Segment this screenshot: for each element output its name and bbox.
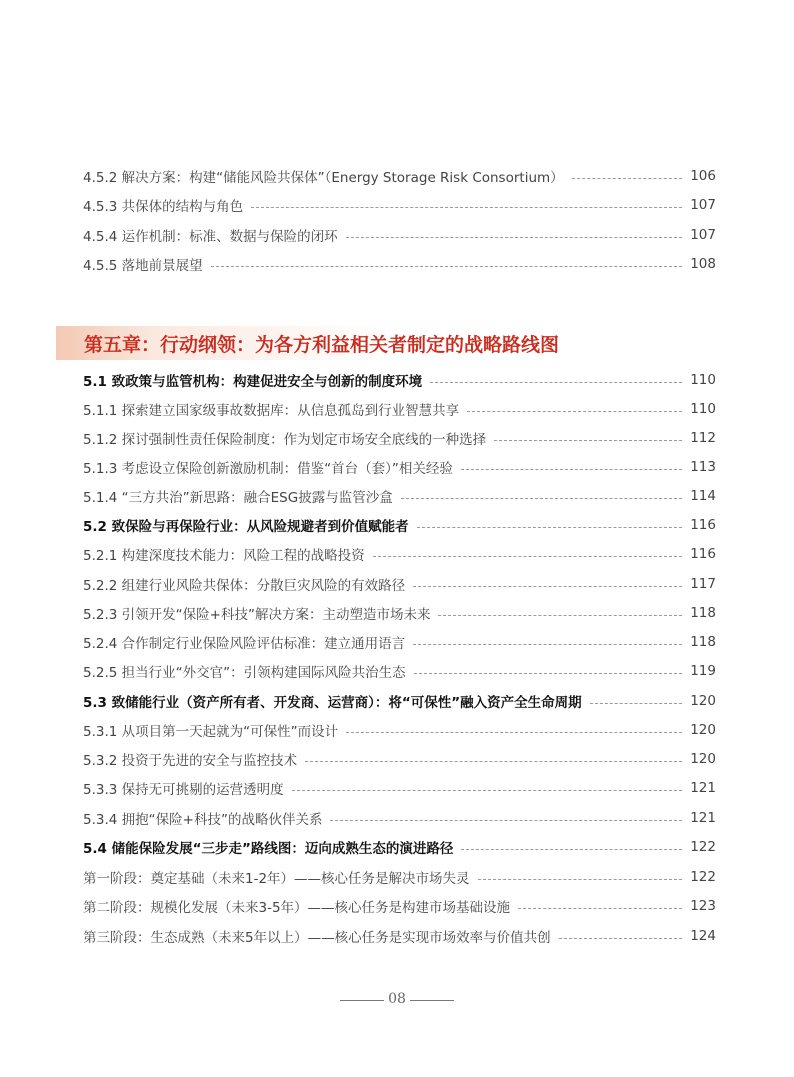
toc-section-entry[interactable] xyxy=(83,514,716,536)
toc-entry[interactable] xyxy=(83,719,716,741)
toc-leader xyxy=(461,849,682,850)
toc-entry-page: 116 xyxy=(690,517,716,533)
toc-entry-label: 5.1.4 “三方共治”新思路：融合ESG披露与监管沙盒 xyxy=(83,490,393,506)
toc-entry-label: 5.2.3 引领开发“保险+科技”解决方案：主动塑造市场未来 xyxy=(83,607,431,623)
toc-entry-page: 124 xyxy=(690,928,716,944)
toc-entry-label: 5.1 致政策与监管机构：构建促进安全与创新的制度环境 xyxy=(83,374,423,390)
toc-leader xyxy=(373,556,683,557)
toc-leader xyxy=(572,178,683,179)
toc-entry[interactable] xyxy=(83,777,716,799)
toc-entry-page: 114 xyxy=(690,488,716,504)
toc-entry-page: 113 xyxy=(690,459,716,475)
toc-entry-page: 110 xyxy=(690,401,716,417)
toc-entry-label: 4.5.4 运作机制：标准、数据与保险的闭环 xyxy=(83,229,338,245)
toc-entry-label: 第二阶段：规模化发展（未来3-5年）——核心任务是构建市场基础设施 xyxy=(83,900,511,916)
toc-entry[interactable] xyxy=(83,224,716,246)
footer-rule-right xyxy=(410,1000,454,1001)
toc-leader xyxy=(559,938,683,939)
toc-entry-page: 106 xyxy=(690,168,716,184)
toc-entry-page: 110 xyxy=(690,372,716,388)
toc-leader xyxy=(430,382,682,383)
toc-entry[interactable] xyxy=(83,866,716,888)
toc-entry-page: 120 xyxy=(690,693,716,709)
toc-entry-label: 5.2.5 担当行业“外交官”：引领构建国际风险共治生态 xyxy=(83,665,406,681)
toc-entry[interactable] xyxy=(83,253,716,275)
chapter-title: 第五章：行动纲领：为各方利益相关者制定的战略路线图 xyxy=(84,334,560,356)
toc-leader xyxy=(417,527,683,528)
toc-entry[interactable] xyxy=(83,456,716,478)
toc-entry-label: 5.2.2 组建行业风险共保体：分散巨灾风险的有效路径 xyxy=(83,578,406,594)
toc-leader xyxy=(292,790,683,791)
toc-leader xyxy=(518,908,682,909)
toc-entry-page: 120 xyxy=(690,751,716,767)
toc-entry-label: 5.4 储能保险发展“三步走”路线图：迈向成熟生态的演进路径 xyxy=(83,841,454,857)
toc-leader xyxy=(494,440,682,441)
toc-entry-label: 5.1.2 探讨强制性责任保险制度：作为划定市场安全底线的一种选择 xyxy=(83,432,487,448)
toc-entry[interactable] xyxy=(83,427,716,449)
toc-leader xyxy=(251,207,682,208)
toc-entry-page: 118 xyxy=(690,605,716,621)
toc-leader xyxy=(461,469,682,470)
toc-leader xyxy=(330,820,682,821)
toc-leader xyxy=(467,411,682,412)
page-footer xyxy=(0,990,794,1010)
toc-entry[interactable] xyxy=(83,660,716,682)
toc-entry-page: 120 xyxy=(690,722,716,738)
toc-section-entry[interactable] xyxy=(83,836,716,858)
toc-leader xyxy=(413,586,682,587)
toc-entry[interactable] xyxy=(83,895,716,917)
toc-entry-label: 4.5.5 落地前景展望 xyxy=(83,258,203,274)
toc-entry-page: 117 xyxy=(690,576,716,592)
toc-entry-page: 122 xyxy=(690,839,716,855)
toc-entry-label: 4.5.2 解决方案：构建“储能风险共保体”（Energy Storage Risk Consortium） xyxy=(83,170,564,186)
toc-entry[interactable] xyxy=(83,807,716,829)
page-number: 08 xyxy=(388,991,406,1007)
toc-entry-label: 5.3.2 投资于先进的安全与监控技术 xyxy=(83,753,298,769)
toc-entry[interactable] xyxy=(83,602,716,624)
toc-leader xyxy=(478,879,683,880)
toc-entry-label: 5.3.3 保持无可挑剔的运营透明度 xyxy=(83,782,284,798)
chapter-heading[interactable] xyxy=(56,326,616,360)
toc-section-entry[interactable] xyxy=(83,690,716,712)
toc-entry[interactable] xyxy=(83,543,716,565)
toc-entry-page: 121 xyxy=(690,780,716,796)
toc-entry-page: 116 xyxy=(690,546,716,562)
toc-entry-label: 5.1.1 探索建立国家级事故数据库：从信息孤岛到行业智慧共享 xyxy=(83,403,460,419)
toc-entry[interactable] xyxy=(83,748,716,770)
toc-entry[interactable] xyxy=(83,398,716,420)
toc-entry-page: 122 xyxy=(690,869,716,885)
toc-entry-label: 4.5.3 共保体的结构与角色 xyxy=(83,199,244,215)
toc-entry-label: 第三阶段：生态成熟（未来5年以上）——核心任务是实现市场效率与价值共创 xyxy=(83,930,551,946)
toc-leader xyxy=(401,498,683,499)
toc-leader xyxy=(305,761,682,762)
toc-leader xyxy=(413,644,682,645)
toc-entry-label: 第一阶段：奠定基础（未来1-2年）——核心任务是解决市场失灵 xyxy=(83,871,470,887)
toc-entry[interactable] xyxy=(83,485,716,507)
toc-entry-page: 123 xyxy=(690,898,716,914)
toc-leader xyxy=(346,732,682,733)
toc-entry-page: 107 xyxy=(690,197,716,213)
toc-entry[interactable] xyxy=(83,165,716,187)
toc-entry-page: 112 xyxy=(690,430,716,446)
toc-entry-label: 5.2.4 合作制定行业保险风险评估标准：建立通用语言 xyxy=(83,636,406,652)
toc-entry[interactable] xyxy=(83,194,716,216)
toc-leader xyxy=(346,237,683,238)
toc-leader xyxy=(438,615,682,616)
toc-leader xyxy=(414,673,683,674)
toc-section-entry[interactable] xyxy=(83,369,716,391)
toc-entry-page: 107 xyxy=(690,227,716,243)
toc-entry-label: 5.3.1 从项目第一天起就为“可保性”而设计 xyxy=(83,724,339,740)
toc-entry-page: 119 xyxy=(690,663,716,679)
toc-entry-label: 5.3 致储能行业（资产所有者、开发商、运营商）：将“可保性”融入资产全生命周期 xyxy=(83,695,582,711)
toc-entry[interactable] xyxy=(83,631,716,653)
toc-entry[interactable] xyxy=(83,573,716,595)
toc-entry-page: 108 xyxy=(690,256,716,272)
toc-entry-label: 5.1.3 考虑设立保险创新激励机制：借鉴“首台（套）”相关经验 xyxy=(83,461,453,477)
toc-entry-label: 5.2.1 构建深度技术能力：风险工程的战略投资 xyxy=(83,548,365,564)
toc-entry-label: 5.3.4 拥抱“保险+科技”的战略伙伴关系 xyxy=(83,812,323,828)
toc-entry-page: 121 xyxy=(690,810,716,826)
toc-leader xyxy=(211,266,683,267)
toc-entry-page: 118 xyxy=(690,634,716,650)
toc-entry-label: 5.2 致保险与再保险行业：从风险规避者到价值赋能者 xyxy=(83,519,409,535)
toc-entry[interactable] xyxy=(83,925,716,947)
toc-leader xyxy=(590,703,683,704)
